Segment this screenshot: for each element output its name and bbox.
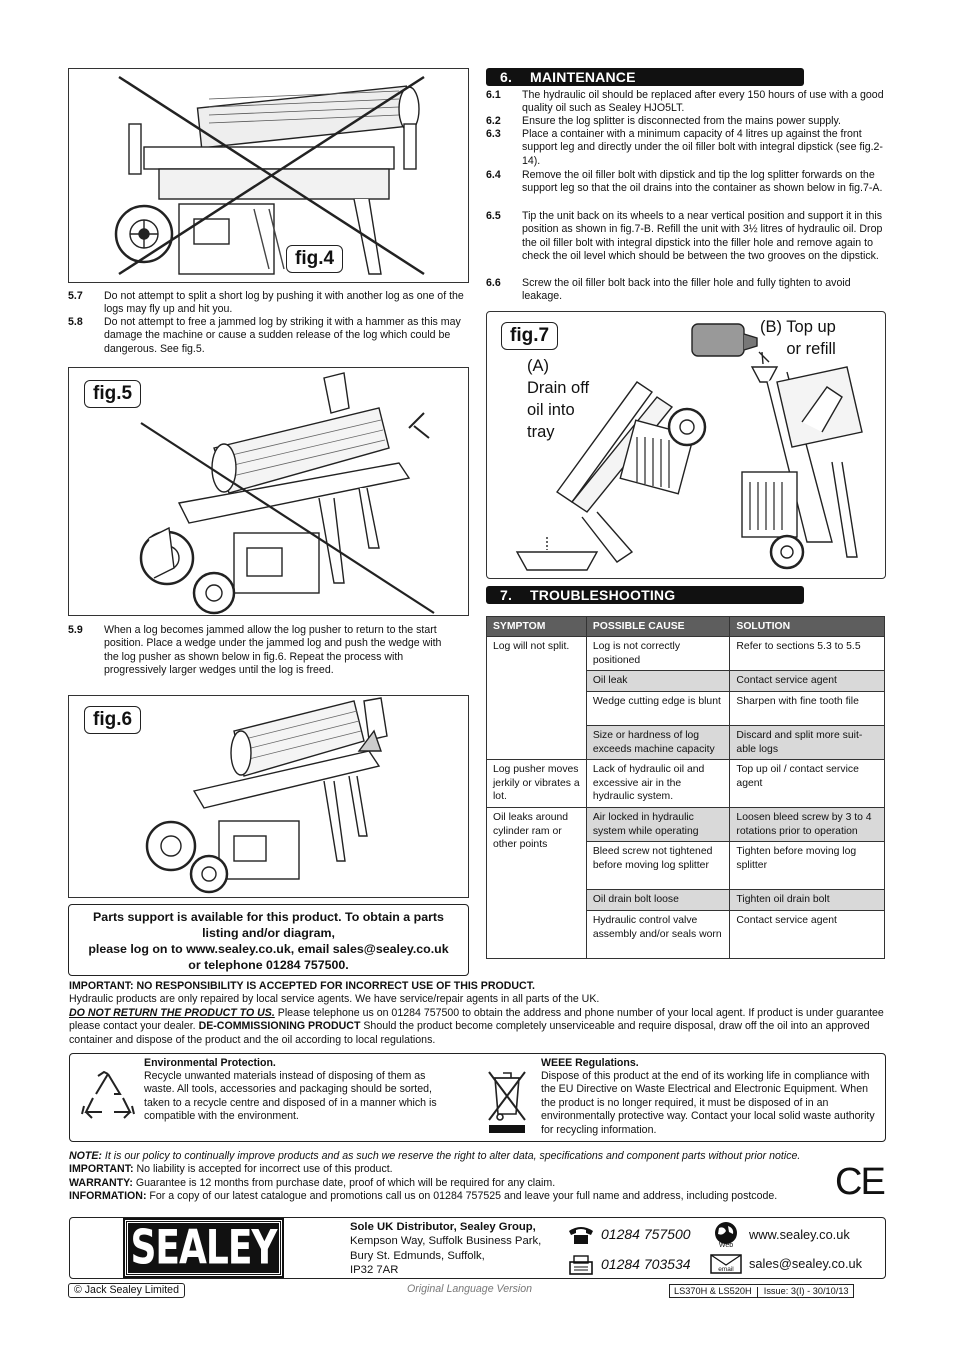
important-heading: IMPORTANT: NO RESPONSIBILITY IS ACCEPTED FOR INCORRECT USE OF THIS PRODUCT. bbox=[69, 980, 535, 992]
paragraph-text: Ensure the log splitter is disconnected from the mains power supply. bbox=[522, 115, 841, 127]
copyright-box bbox=[68, 1283, 185, 1298]
fig6-illustration bbox=[68, 695, 469, 898]
cause-cell: Log is not correctly positioned bbox=[586, 637, 730, 671]
warranty-label: WARRANTY: bbox=[69, 1176, 133, 1189]
column-header: SYMPTOM bbox=[487, 617, 587, 637]
phone-number[interactable]: 01284 757500 bbox=[601, 1226, 691, 1242]
warranty-line bbox=[69, 1177, 839, 1190]
notes-block bbox=[69, 1150, 839, 1204]
paragraph-number: 6.5 bbox=[486, 210, 501, 222]
paragraph-number: 5.7 bbox=[68, 290, 83, 302]
paragraph-text: Remove the oil filler bolt with dipstick and tip the log splitter forwards on the support leg so that the oil drains into the container as shown below in fig.7-A. bbox=[522, 169, 883, 195]
recycle-icon bbox=[78, 1068, 138, 1126]
note-text: It is our policy to continually improve products and as such we reserve the right to alter data, specifications and component parts without prior notice. bbox=[101, 1150, 801, 1162]
cause-cell: Hydraulic control valve assembly and/or seals worn bbox=[586, 911, 730, 959]
log-splitter-drawing bbox=[69, 69, 469, 283]
weee-text: Dispose of this product at the end of its working life in compliance with the EU Directive on Waste Electrical and Electronic Equipment. When the product is no longer required, it must be disposed of in an environmentally protective way. Contact your local solid waste authority for recycling information. bbox=[541, 1070, 875, 1136]
model-text: LS370H & LS520H bbox=[674, 1286, 752, 1296]
decommissioning-label: DE-COMMISSIONING PRODUCT bbox=[198, 1020, 361, 1033]
environment-weee-box bbox=[69, 1053, 886, 1142]
column-header: SOLUTION bbox=[730, 617, 885, 637]
paragraph-text: When a log becomes jammed allow the log pusher to return to the start position. Place a wedge under the jammed log and push the wedge with the log pusher as shown below in fig.6. Repeat the process with progressively larger wedges until the log is freed. bbox=[104, 624, 442, 677]
important-label: IMPORTANT: bbox=[69, 1163, 134, 1176]
solution-cell: Refer to sections 5.3 to 5.5 bbox=[730, 637, 885, 671]
paragraph-6-3 bbox=[486, 128, 886, 170]
address-line: Kempson Way, Suffolk Business Park, bbox=[350, 1235, 542, 1248]
table-row bbox=[487, 637, 885, 671]
fig5-illustration bbox=[68, 367, 469, 616]
column-header: POSSIBLE CAUSE bbox=[586, 617, 730, 637]
model-issue-box bbox=[669, 1284, 854, 1298]
paragraph-text: Place a container with a minimum capacity of 4 litres up against the front support leg and directly under the oil filler bolt with integral dipstick (see fig.2-14). bbox=[522, 128, 883, 167]
fig4-illustration bbox=[68, 68, 469, 283]
note-line bbox=[69, 1150, 839, 1163]
information-line bbox=[69, 1190, 839, 1203]
fig7-caption-b: (B) Top up or refill bbox=[760, 318, 836, 358]
important-line2a: Please telephone us on 01284 757500 to obtain the address and phone number of your local agent. If product is under guarantee please contact your dealer. bbox=[69, 1006, 884, 1033]
solution-cell: Discard and split more suit-able logs bbox=[730, 726, 885, 760]
environment-text: Recycle unwanted materials instead of disposing of them as waste. All tools, accessories and packaging should be sorted, taken to a recycle centre and disposed of in a manner which is compatible with the environment. bbox=[144, 1070, 437, 1123]
important-text: No liability is accepted for incorrect use of this product. bbox=[133, 1163, 393, 1176]
important-line1: Hydraulic products are only repaired by local service agents. We have service/repair agents in all parts of the UK. bbox=[69, 993, 600, 1006]
address-line: IP32 7AR bbox=[350, 1264, 399, 1277]
copyright-text: © Jack Sealey Limited bbox=[74, 1284, 179, 1296]
paragraph-6-4 bbox=[486, 169, 886, 211]
address-line: Bury St. Edmunds, Suffolk, bbox=[350, 1249, 485, 1262]
fig7-label: fig.7 bbox=[501, 322, 558, 350]
email-icon bbox=[710, 1254, 742, 1276]
table-row bbox=[487, 760, 885, 808]
paragraph-5-8 bbox=[68, 316, 468, 358]
distributor-address bbox=[350, 1220, 541, 1278]
cause-cell: Bleed screw not tightened before moving log splitter bbox=[586, 842, 730, 890]
paragraph-text: The hydraulic oil should be replaced after every 150 hours of use with a good quality oil such as Sealey HJO5LT. bbox=[522, 89, 884, 115]
paragraph-text: Screw the oil filler bolt back into the filler hole and fully tighten to avoid leakage. bbox=[522, 277, 851, 303]
fig7-illustration bbox=[486, 311, 886, 579]
sealey-logo bbox=[125, 1220, 282, 1276]
important-note-line bbox=[69, 1163, 839, 1176]
sealey-logo-text: SEALEY bbox=[130, 1221, 277, 1275]
important-line2 bbox=[69, 1007, 884, 1047]
paragraph-text: Do not attempt to free a jammed log by striking it with a hammer as this may damage the machine or cause a sudden release of the log which could be dangerous. See fig.5. bbox=[104, 316, 461, 355]
paragraph-number: 6.6 bbox=[486, 277, 501, 289]
information-label: INFORMATION: bbox=[69, 1190, 147, 1203]
paragraph-number: 6.1 bbox=[486, 89, 501, 101]
paragraph-6-6 bbox=[486, 277, 886, 305]
symptom-cell: Log pusher moves jerkily or vibrates a lot. bbox=[487, 760, 587, 808]
globe-icon bbox=[709, 1220, 743, 1248]
weee-bin-icon bbox=[485, 1068, 529, 1134]
paragraph-number: 6.2 bbox=[486, 115, 501, 127]
solution-cell: Tighten before moving log splitter bbox=[730, 842, 885, 890]
do-not-return: DO NOT RETURN THE PRODUCT TO US. bbox=[69, 1006, 275, 1019]
paragraph-6-1 bbox=[486, 89, 886, 117]
issue-text: Issue: 3(I) - 30/10/13 bbox=[763, 1286, 849, 1296]
fax-number: 01284 703534 bbox=[601, 1256, 691, 1272]
distributor-name: Sole UK Distributor, Sealey Group, bbox=[350, 1221, 536, 1233]
solution-cell: Loosen bleed screw by 3 to 4 rotations prior to operation bbox=[730, 808, 885, 842]
troubleshooting-table bbox=[486, 616, 885, 959]
paragraph-5-7 bbox=[68, 290, 468, 318]
paragraph-6-2 bbox=[486, 115, 886, 129]
parts-support-text: Parts support is available for this product. To obtain a parts listing and/or diagram, please log on to www.sealey.co.uk, email sales@sealey.co.uk or telephone 01284 757500. bbox=[88, 910, 449, 972]
solution-cell: Sharpen with fine tooth file bbox=[730, 692, 885, 726]
email-icon-label: email bbox=[718, 1266, 734, 1273]
troubleshooting-heading bbox=[486, 586, 804, 604]
section-number: 7. bbox=[500, 587, 513, 603]
symptom-cell: Log will not split. bbox=[487, 637, 587, 760]
cause-cell: Lack of hydraulic oil and excessive air in the hydraulic system. bbox=[586, 760, 730, 808]
parts-support-box bbox=[68, 904, 469, 976]
fig6-label: fig.6 bbox=[84, 706, 141, 734]
paragraph-number: 5.8 bbox=[68, 316, 83, 328]
section-title: TROUBLESHOOTING bbox=[530, 587, 676, 603]
symptom-cell: Oil leaks around cylinder ram or other points bbox=[487, 808, 587, 959]
cause-cell: Size or hardness of log exceeds machine capacity bbox=[586, 726, 730, 760]
maintenance-heading bbox=[486, 68, 804, 86]
paragraph-number: 6.3 bbox=[486, 128, 501, 140]
section-number: 6. bbox=[500, 69, 513, 85]
fig4-label: fig.4 bbox=[286, 245, 343, 273]
cause-cell: Oil drain bolt loose bbox=[586, 890, 730, 911]
fax-icon bbox=[567, 1254, 595, 1276]
note-label: NOTE: bbox=[69, 1150, 102, 1162]
section-title: MAINTENANCE bbox=[530, 69, 636, 85]
important-line2b: Should the product become completely unserviceable and require disposal, draw off the oil into an approved container and dispose of the product and the oil according to local regulations. bbox=[69, 1020, 870, 1046]
fig5-label: fig.5 bbox=[84, 380, 141, 408]
important-block bbox=[69, 980, 884, 1047]
paragraph-text: Do not attempt to split a short log by pushing it with another log as one of the logs may fly up and hit you. bbox=[104, 290, 464, 316]
separator bbox=[757, 1287, 758, 1297]
website-link[interactable]: www.sealey.co.uk bbox=[749, 1227, 850, 1242]
paragraph-number: 5.9 bbox=[68, 624, 83, 636]
cause-cell: Oil leak bbox=[586, 671, 730, 692]
ce-mark: CE bbox=[835, 1161, 884, 1203]
solution-cell: Contact service agent bbox=[730, 671, 885, 692]
solution-cell: Top up oil / contact service agent bbox=[730, 760, 885, 808]
cause-cell: Wedge cutting edge is blunt bbox=[586, 692, 730, 726]
paragraph-number: 6.4 bbox=[486, 169, 501, 181]
information-text: For a copy of our latest catalogue and promotions call us on 01284 757525 and leave your full name and address, including postcode. bbox=[146, 1190, 778, 1203]
table-row bbox=[487, 808, 885, 842]
warranty-text: Guarantee is 12 months from purchase date, proof of which will be required for any claim. bbox=[132, 1176, 556, 1189]
cause-cell: Air locked in hydraulic system while operating bbox=[586, 808, 730, 842]
paragraph-6-5 bbox=[486, 210, 886, 278]
fig7-caption-a: (A) Drain off oil into tray bbox=[527, 357, 590, 441]
original-language: Original Language Version bbox=[407, 1283, 533, 1295]
paragraph-5-9 bbox=[68, 624, 468, 680]
solution-cell: Contact service agent bbox=[730, 911, 885, 959]
table-header-row bbox=[487, 617, 885, 637]
email-link[interactable]: sales@sealey.co.uk bbox=[749, 1256, 863, 1271]
globe-icon-label: Web bbox=[718, 1242, 734, 1248]
solution-cell: Tighten oil drain bolt bbox=[730, 890, 885, 911]
environment-title: Environmental Protection. bbox=[144, 1057, 276, 1069]
paragraph-text: Tip the unit back on its wheels to a near vertical position and support it in this position as shown in fig.7-B. Refill the unit with 3½ litres of hydraulic oil. Drop the oil filler bolt with integral dipstick into the filler hole and remove again to check the oil level which should be between the two grooves on the dipstick. bbox=[522, 210, 883, 263]
weee-title: WEEE Regulations. bbox=[541, 1057, 639, 1069]
phone-icon bbox=[567, 1223, 595, 1245]
